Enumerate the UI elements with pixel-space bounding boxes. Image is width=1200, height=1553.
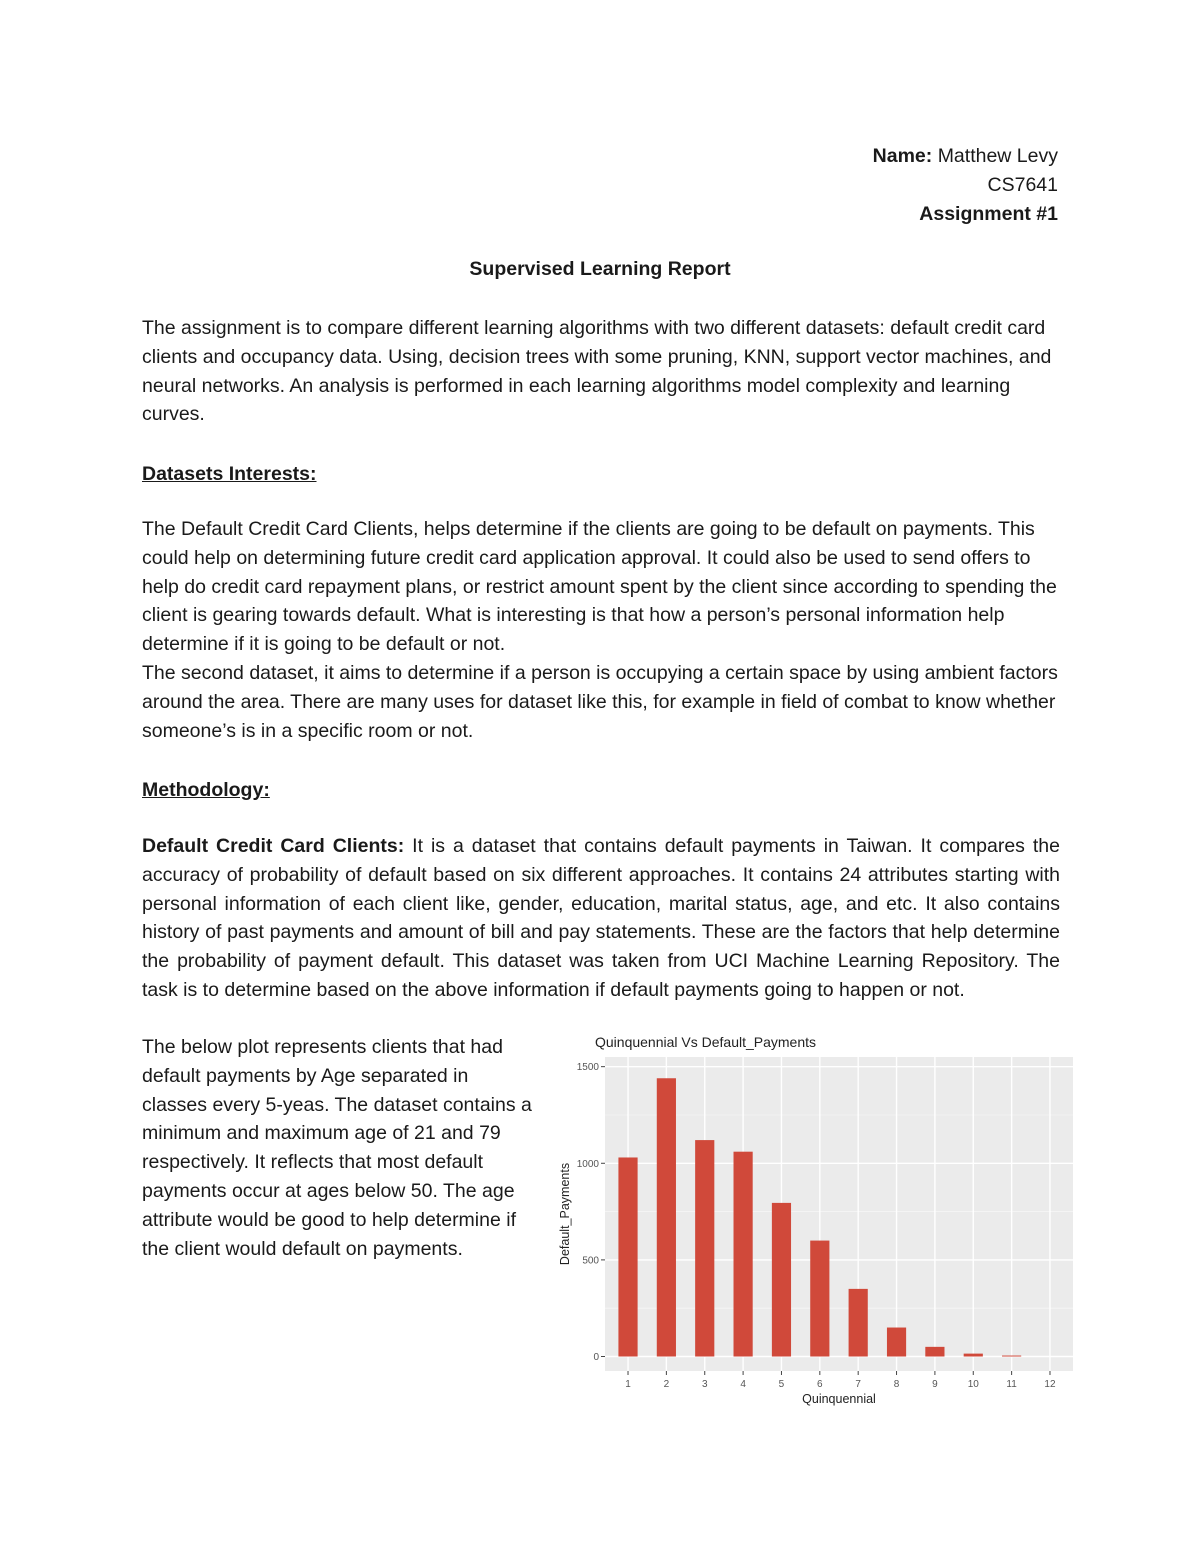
- x-tick-label: 5: [778, 1379, 785, 1390]
- x-tick-label: 9: [932, 1379, 938, 1390]
- x-tick-label: 10: [967, 1379, 979, 1390]
- bar-7: [849, 1289, 868, 1357]
- x-tick-label: 7: [855, 1379, 861, 1390]
- bar-4: [734, 1152, 753, 1357]
- plot-description: The below plot represents clients that had default payments by Age separated in classes every 5-yeas. The dataset contains a minimum and maximum age of 21 and 79 respectively. It reflects that most default payments occur at ages below 50. The age attribute would be good to help determine if the client would default on payments.: [142, 1036, 532, 1260]
- dccc-paragraph: [142, 832, 1060, 1005]
- x-tick-label: 2: [663, 1379, 670, 1390]
- bar-1: [618, 1157, 637, 1356]
- report-title: Supervised Learning Report: [469, 258, 731, 280]
- author-name: Matthew Levy: [937, 145, 1058, 167]
- dccc-label: Default Credit Card Clients:: [142, 835, 405, 857]
- x-tick-label: 1: [625, 1379, 631, 1390]
- bar-3: [695, 1140, 714, 1356]
- y-tick-label: 0: [593, 1352, 599, 1364]
- x-tick-label: 8: [893, 1379, 900, 1390]
- course-code: CS7641: [987, 174, 1058, 196]
- bar-5: [772, 1203, 791, 1357]
- bar-chart: [553, 1027, 1083, 1412]
- y-tick-label: 1000: [576, 1158, 599, 1170]
- name-label: Name:: [872, 145, 933, 167]
- datasets-paragraph-1: The Default Credit Card Clients, helps determine if the clients are going to be default on payments. This could help on determining future credit card application approval. It could also be used to send offers to help do credit card repayment plans, or restrict amount spent by the client since according to spending the client is gearing towards default. What is interesting is that how a person’s personal information help determine if it is going to be default or not.: [142, 518, 1057, 656]
- bar-2: [657, 1078, 676, 1356]
- x-axis-label: Quinquennial: [802, 1392, 876, 1406]
- datasets-paragraph-2: The second dataset, it aims to determine if a person is occupying a certain space by using ambient factors around the area. There are many uses for dataset like this, for example in field of combat to know whether someone’s is in a specific room or not.: [142, 662, 1058, 742]
- x-tick-label: 12: [1044, 1379, 1056, 1390]
- dccc-text: It is a dataset that contains default payments in Taiwan. It compares the accuracy of probability of default based on six different approaches. It contains 24 attributes starting with personal information of each client like, gender, education, marital status, age, and etc. It also contains history of past payments and amount of bill and pay statements. These are the factors that help determine the probability of payment default. This dataset was taken from UCI Machine Learning Repository. The task is to determine based on the above information if default payments going to happen or not.: [142, 835, 1060, 1001]
- chart-x-ticks: [625, 1371, 1056, 1390]
- y-tick-label: 1500: [576, 1062, 599, 1074]
- datasets-heading: Datasets Interests:: [142, 463, 317, 485]
- intro-paragraph: The assignment is to compare different learning algorithms with two different datasets: default credit card clients and occupancy data. Using, decision trees with some pruning, KNN, support vector machines, and neural networks. An analysis is performed in each learning algorithms model complexity and learning curves.: [142, 317, 1052, 426]
- x-tick-label: 6: [817, 1379, 823, 1390]
- bar-8: [887, 1328, 906, 1357]
- chart-title: Quinquennial Vs Default_Payments: [595, 1034, 817, 1050]
- author-line: [873, 142, 1058, 171]
- x-tick-label: 3: [701, 1379, 708, 1390]
- methodology-heading: Methodology:: [142, 779, 270, 801]
- y-tick-label: 500: [582, 1255, 599, 1267]
- assignment-number: Assignment #1: [919, 203, 1058, 225]
- x-tick-label: 11: [1006, 1379, 1017, 1390]
- bar-10: [964, 1354, 983, 1357]
- chart-y-ticks: [577, 1062, 605, 1363]
- bar-11: [1002, 1356, 1021, 1357]
- y-axis-label: Default_Payments: [558, 1162, 572, 1266]
- bar-6: [810, 1241, 829, 1357]
- x-tick-label: 4: [740, 1379, 746, 1390]
- bar-9: [925, 1347, 944, 1357]
